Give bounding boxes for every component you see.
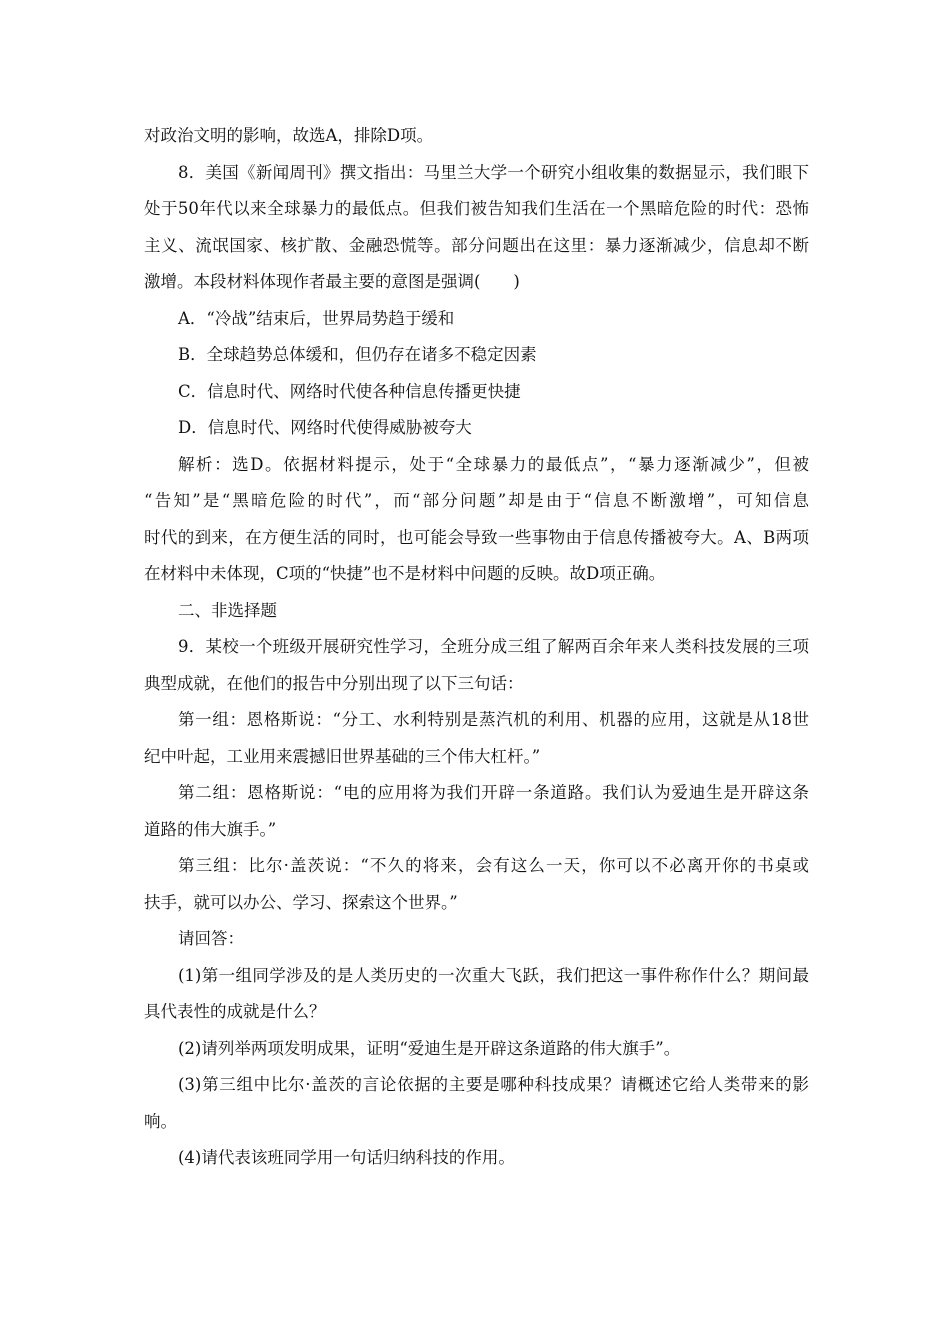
text-line: 时代的到来，在方便生活的同时，也可能会导致一些事物由于信息传播被夸大。A、B两项 xyxy=(144,527,809,547)
text-line: 请回答： xyxy=(178,929,244,948)
text-line: 具代表性的成就是什么？ xyxy=(144,1002,326,1021)
text-line: (3)第三组中比尔·盖茨的言论依据的主要是哪种科技成果？请概述它给人类带来的影 xyxy=(178,1075,809,1094)
text-line: (1)第一组同学涉及的是人类历史的一次重大飞跃，我们把这一事件称作什么？期间最 xyxy=(178,965,809,985)
text-line: 道路的伟大旗手。” xyxy=(144,819,277,839)
text-line: A．“冷战”结束后，世界局势趋于缓和 xyxy=(178,308,455,328)
document-body xyxy=(144,118,809,1177)
text-line: C．信息时代、网络时代使各种信息传播更快捷 xyxy=(178,381,521,401)
text-line: 8．美国《新闻周刊》撰文指出：马里兰大学一个研究小组收集的数据显示，我们眼下 xyxy=(178,162,809,182)
text-line: B．全球趋势总体缓和，但仍存在诸多不稳定因素 xyxy=(178,345,537,364)
text-line: “告知”是“黑暗危险的时代”，而“部分问题”却是由于“信息不断激增”，可知信息 xyxy=(144,491,809,510)
text-line: 第一组：恩格斯说：“分工、水利特别是蒸汽机的利用、机器的应用，这就是从18世 xyxy=(178,710,809,729)
text-line: 扶手，就可以办公、学习、探索这个世界。” xyxy=(144,892,458,912)
text-line: 对政治文明的影响，故选A，排除D项。 xyxy=(144,126,434,145)
text-line: 9．某校一个班级开展研究性学习，全班分成三组了解两百余年来人类科技发展的三项 xyxy=(178,637,809,656)
text-line: (2)请列举两项发明成果，证明“爱迪生是开辟这条道路的伟大旗手”。 xyxy=(178,1038,681,1058)
text-line: 处于50年代以来全球暴力的最低点。但我们被告知我们生活在一个黑暗危险的时代：恐怖 xyxy=(144,199,809,218)
text-line: (4)请代表该班同学用一句话归纳科技的作用。 xyxy=(178,1148,515,1167)
text-line: 二、非选择题 xyxy=(178,600,277,620)
text-line: 在材料中未体现，C项的“快捷”也不是材料中问题的反映。故D项正确。 xyxy=(144,564,666,583)
text-line: 第三组：比尔·盖茨说：“不久的将来，会有这么一天，你可以不必离开你的书桌或 xyxy=(178,856,809,875)
text-line: 纪中叶起，工业用来震撼旧世界基础的三个伟大杠杆。” xyxy=(144,746,541,766)
text-line: 主义、流氓国家、核扩散、金融恐慌等。部分问题出在这里：暴力逐渐减少，信息却不断 xyxy=(144,235,809,255)
text-line: 激增。本段材料体现作者最主要的意图是强调( ) xyxy=(144,272,520,291)
text-line: 典型成就，在他们的报告中分别出现了以下三句话： xyxy=(144,673,524,693)
text-line: 响。 xyxy=(144,1111,177,1131)
text-line: 第二组：恩格斯说：“电的应用将为我们开辟一条道路。我们认为爱迪生是开辟这条 xyxy=(178,783,809,802)
text-line: D．信息时代、网络时代使得威胁被夸大 xyxy=(178,418,472,437)
text-line: 解析：选D。依据材料提示，处于“全球暴力的最低点”，“暴力逐渐减少”，但被 xyxy=(178,454,809,474)
